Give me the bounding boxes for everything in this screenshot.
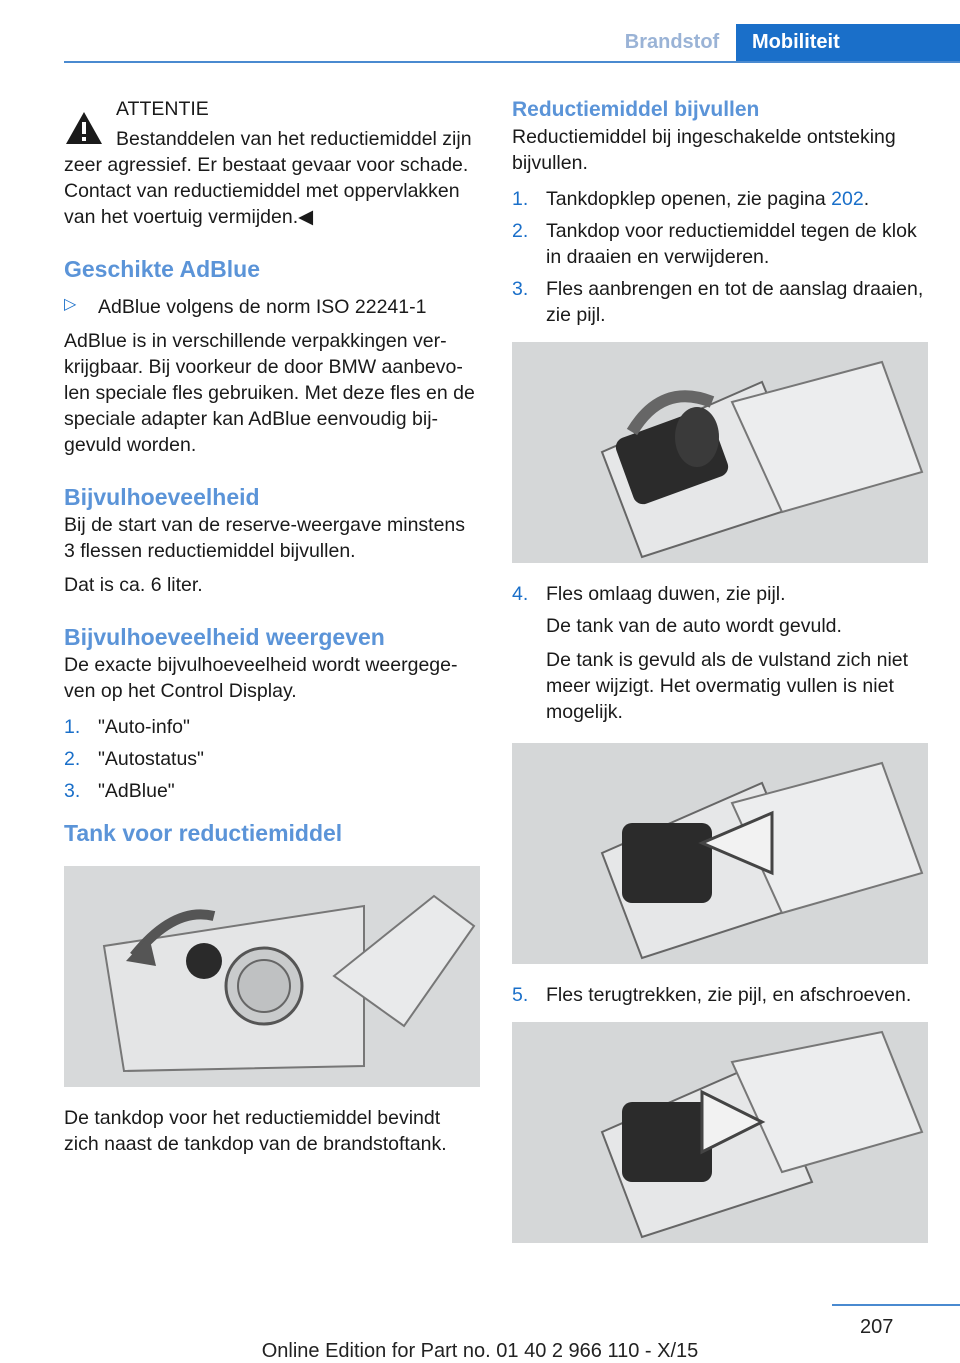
- warning-line1: Bestanddelen van het reductiemiddel zijn: [116, 128, 472, 150]
- page-number: 207: [860, 1316, 894, 1338]
- bullet-text: AdBlue volgens de norm ISO 22241-1: [98, 296, 427, 318]
- step4-sub2: De tank is gevuld als de vulstand zich niet meer wijzigt. Het overmatig vullen is niet mogelijk.: [546, 649, 909, 723]
- page-rule: [832, 1304, 960, 1306]
- figure-step3: [512, 342, 928, 563]
- heading-weergeven: Bijvulhoeveelheid weergeven: [64, 624, 385, 650]
- list-item: 1. "Auto-info": [64, 716, 190, 738]
- step-3: 3. Fles aanbrengen en tot de aanslag draaien, zie pijl.: [512, 278, 924, 326]
- heading-tank: Tank voor reductiemiddel: [64, 820, 343, 846]
- list-item: 3. "AdBlue": [64, 780, 175, 802]
- right-column: [512, 96, 928, 1261]
- figure-step4: [512, 743, 928, 964]
- page-link[interactable]: 202: [831, 188, 864, 210]
- step4-sub1: De tank van de auto wordt gevuld.: [546, 615, 842, 637]
- adblue-paragraph: AdBlue is in verschillende verpakkingen ver-krijgbaar. Bij voorkeur de door BMW aanbevo-len speciale fles gebruiken. Met deze fles en de speciale adapter kan AdBlue eenvoudig bij-gevuld worden.: [64, 330, 475, 456]
- figure-step5: [512, 1022, 928, 1243]
- warning-rest: zeer agressief. Er bestaat gevaar voor schade. Contact van reductiemiddel met oppervlakken van het voertuig vermijden.◀: [64, 154, 469, 228]
- tab-mobiliteit[interactable]: Mobiliteit: [736, 24, 960, 61]
- menu-path-list: [64, 714, 480, 804]
- step-1: 1. Tankdopklep openen, zie pagina 202.: [512, 188, 870, 210]
- liter-paragraph: Dat is ca. 6 liter.: [64, 574, 203, 596]
- step-5: 5. Fles terugtrekken, zie pijl, en afschroeven.: [512, 984, 912, 1006]
- heading-bijvullen: Reductiemiddel bijvullen: [512, 98, 760, 121]
- warning-title: ATTENTIE: [116, 98, 209, 120]
- step-2: 2. Tankdop voor reductiemiddel tegen de klok in draaien en verwijderen.: [512, 220, 917, 268]
- left-column: [64, 96, 480, 1157]
- steps-list-3: [512, 982, 928, 1008]
- weergeven-paragraph: De exacte bijvulhoeveelheid wordt weergege-ven op het Control Display.: [64, 654, 458, 702]
- tab-brandstof[interactable]: Brandstof: [624, 31, 720, 53]
- intro-paragraph: Reductiemiddel bij ingeschakelde ontsteking bijvullen.: [512, 126, 896, 174]
- header-rule: [64, 61, 960, 63]
- heading-bijvulhoeveelheid: Bijvulhoeveelheid: [64, 484, 260, 510]
- triangle-bullet-icon: ▷: [64, 296, 77, 313]
- heading-geschikte-adblue: Geschikte AdBlue: [64, 256, 260, 282]
- step-4: 4. Fles omlaag duwen, zie pijl.: [512, 583, 786, 605]
- warning-block: [64, 96, 480, 230]
- figure-tank-cap: [64, 866, 480, 1087]
- steps-list: [512, 186, 928, 328]
- footer-edition: Online Edition for Part no. 01 40 2 966 110 - X/15: [261, 1340, 699, 1362]
- list-item: 2. "Autostatus": [64, 748, 204, 770]
- warning-icon: [64, 110, 104, 146]
- tank-paragraph: De tankdop voor het reductiemiddel bevindt zich naast de tankdop van de brandstoftank.: [64, 1107, 447, 1155]
- bijvul-paragraph: Bij de start van de reserve-weergave minstens 3 flessen reductiemiddel bijvullen.: [64, 514, 466, 562]
- bullet-item: [64, 294, 480, 320]
- steps-list-2: [512, 581, 928, 607]
